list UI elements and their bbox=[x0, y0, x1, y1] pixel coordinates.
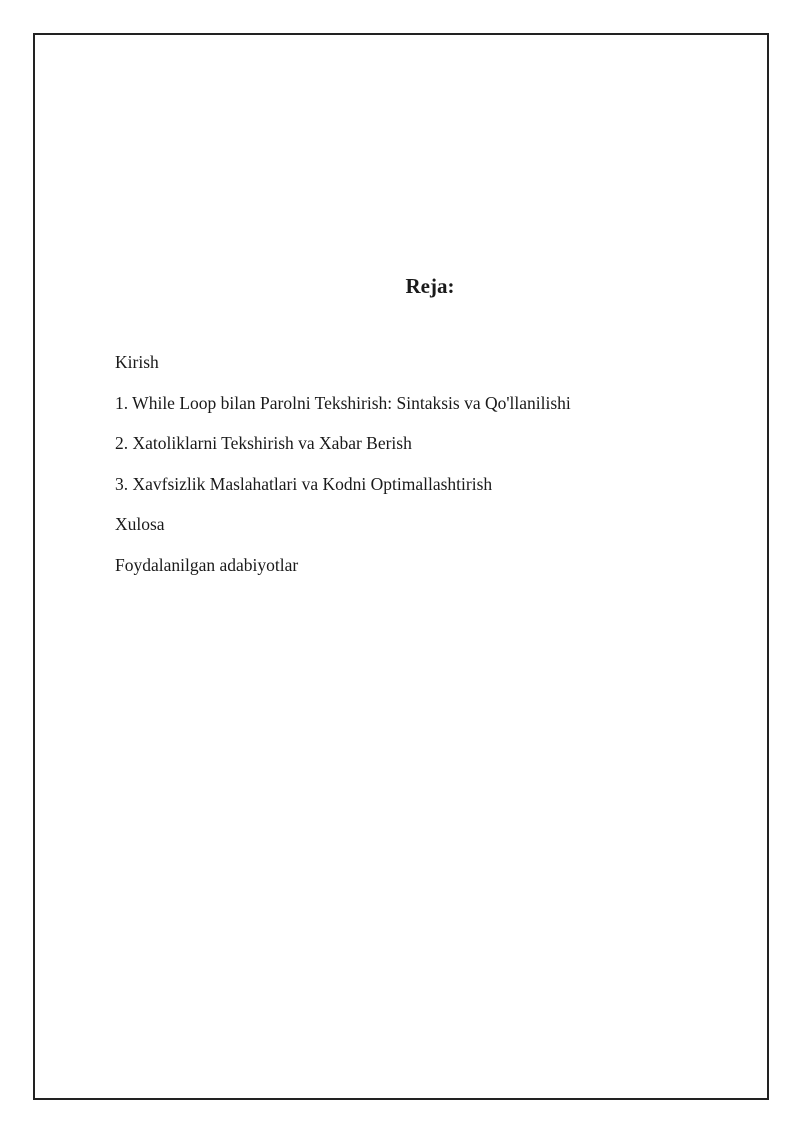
toc-item-introduction: Kirish bbox=[115, 352, 159, 372]
toc-item-section-3: 3. Xavfsizlik Maslahatlari va Kodni Optimallashtirish bbox=[115, 473, 493, 494]
table-of-contents bbox=[115, 350, 571, 593]
toc-item-section-2: 2. Xatoliklarni Tekshirish va Xabar Berish bbox=[115, 433, 412, 453]
toc-item-section-1: 1. While Loop bilan Parolni Tekshirish: Sintaksis va Qo'llanilishi bbox=[115, 392, 571, 413]
toc-item-references: Foydalanilgan adabiyotlar bbox=[115, 554, 299, 575]
page-title: Reja: bbox=[405, 274, 455, 298]
toc-item-conclusion: Xulosa bbox=[115, 514, 165, 534]
